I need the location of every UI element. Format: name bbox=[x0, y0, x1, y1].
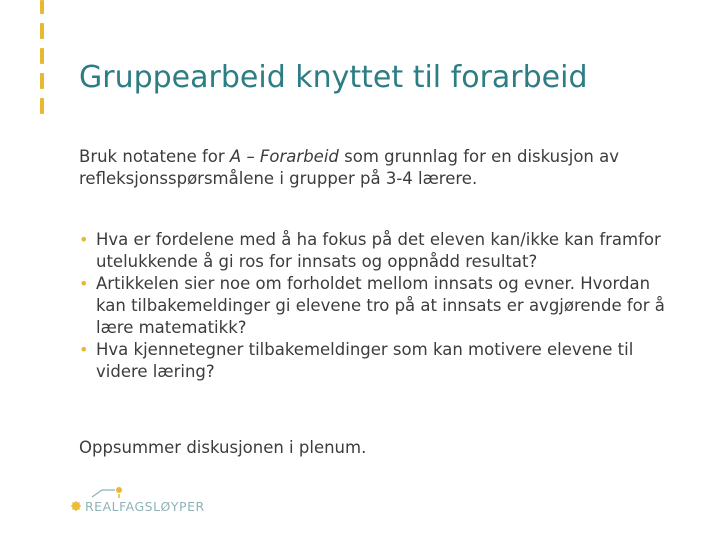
intro-text-before: Bruk notatene for bbox=[79, 147, 230, 166]
intro-text-after: som grunnlag for en diskusjon av refleksjonsspørsmålene i grupper på 3-4 lærere. bbox=[79, 147, 619, 188]
bullet-icon: • bbox=[79, 340, 89, 359]
question-text: Hva er fordelene med å ha fokus på det eleven kan/ikke kan framfor utelukkende å gi ros for innsats og oppnådd resultat? bbox=[96, 230, 661, 271]
summary-text: Oppsummer diskusjonen i plenum. bbox=[79, 438, 367, 457]
list-item bbox=[79, 339, 679, 383]
bullet-icon: • bbox=[79, 274, 89, 293]
question-text: Artikkelen sier noe om forholdet mellom innsats og evner. Hvordan kan tilbakemeldinger gi elevene tro på at innsats er avgjørende for å lære matematikk? bbox=[96, 274, 665, 337]
list-item bbox=[79, 273, 679, 339]
intro-emphasis: A – Forarbeid bbox=[229, 147, 339, 166]
slide-title: Gruppearbeid knyttet til forarbeid bbox=[79, 60, 588, 95]
list-item bbox=[79, 229, 679, 273]
intro-paragraph bbox=[79, 146, 679, 190]
logo-text: REALFAGSLØYPER bbox=[85, 499, 205, 514]
question-text: Hva kjennetegner tilbakemeldinger som kan motivere elevene til videre læring? bbox=[96, 340, 634, 381]
gear-icon bbox=[71, 501, 81, 511]
realfagsloyper-logo bbox=[70, 485, 205, 525]
reflection-question-list bbox=[79, 229, 679, 383]
bullet-icon: • bbox=[79, 230, 89, 249]
